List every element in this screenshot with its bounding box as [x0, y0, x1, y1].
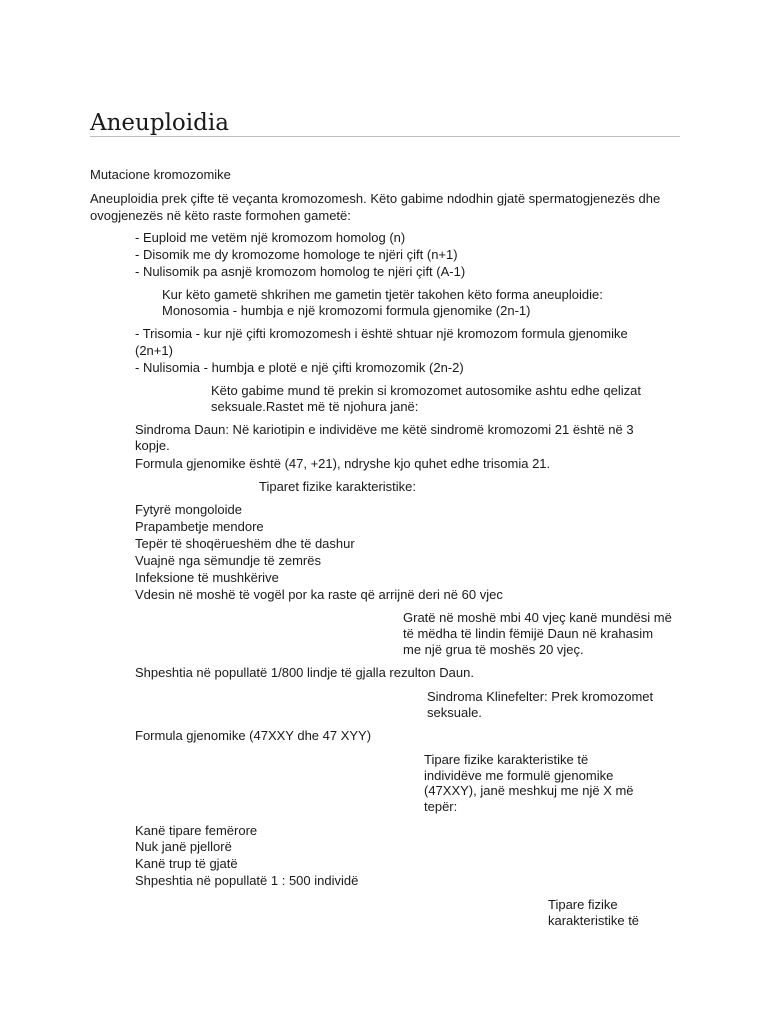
- paragraph-line: Formula gjenomike (47XXY dhe 47 XYY): [135, 728, 372, 743]
- subheading: Tiparet fizike karakteristike:: [259, 479, 417, 494]
- paragraph-line: Tipare fizike karakteristike të: [424, 752, 589, 767]
- list-item: Shpeshtia në popullatë 1 : 500 individë: [135, 873, 359, 888]
- paragraph-line: seksuale.Rastet më të njohura janë:: [211, 399, 419, 414]
- list-item: Nuk janë pjellorë: [135, 839, 232, 854]
- paragraph-line: Sindroma Daun: Në kariotipin e individëve me këtë sindromë kromozomi 21 është në 3: [135, 422, 634, 437]
- title-divider: [90, 136, 680, 137]
- paragraph-line: (47XXY), janë meshkuj me një X më: [424, 783, 634, 798]
- list-item: Kanë tipare femërore: [135, 823, 258, 838]
- paragraph-line: karakteristike të: [548, 913, 640, 928]
- paragraph-line: tepër:: [424, 799, 458, 814]
- paragraph-line: ovogjenezës në këto raste formohen gametë:: [90, 208, 351, 223]
- list-item: Infeksione të mushkërive: [135, 570, 279, 585]
- paragraph-line: seksuale.: [427, 705, 482, 720]
- list-item: Prapambetje mendore: [135, 519, 264, 534]
- list-item: Vdesin në moshë të vogël por ka raste që arrijnë deri në 60 vjec: [135, 587, 503, 602]
- paragraph-line: Aneuploidia prek çifte të veçanta kromozomesh. Këto gabime ndodhin gjatë spermatogjenezës dhe: [90, 191, 661, 206]
- paragraph-line: të mëdha të lindin fëmijë Daun në krahasim: [403, 626, 654, 641]
- list-item: - Nulisomia - humbja e plotë e një çifti kromozomik (2n-2): [135, 360, 464, 375]
- paragraph-line: Formula gjenomike është (47, +21), ndryshe kjo quhet edhe trisomia 21.: [135, 456, 551, 471]
- page-title: Aneuploidia: [90, 110, 229, 136]
- list-item: Vuajnë nga sëmundje të zemrës: [135, 553, 321, 568]
- paragraph-line: kopje.: [135, 438, 170, 453]
- list-item: - Nulisomik pa asnjë kromozom homolog te njëri çift (A-1): [135, 264, 466, 279]
- paragraph-line: Shpeshtia në popullatë 1/800 lindje të gjalla rezulton Daun.: [135, 665, 474, 680]
- list-item: - Trisomia - kur një çifti kromozomesh i është shtuar një kromozom formula gjenomike: [135, 326, 628, 341]
- paragraph-line: Kur këto gametë shkrihen me gametin tjetër takohen këto forma aneuploidie:: [162, 287, 603, 302]
- paragraph-line: individëve me formulë gjenomike: [424, 768, 614, 783]
- paragraph-line: Gratë në moshë mbi 40 vjeç kanë mundësi më: [403, 610, 672, 625]
- paragraph-line: me një grua të moshës 20 vjeç.: [403, 642, 584, 657]
- paragraph-line: Sindroma Klinefelter: Prek kromozomet: [427, 689, 654, 704]
- section-heading: Mutacione kromozomike: [90, 167, 231, 182]
- list-item: Fytyrë mongoloide: [135, 502, 242, 517]
- list-item: Tepër të shoqërueshëm dhe të dashur: [135, 536, 355, 551]
- paragraph-line: Monosomia - humbja e një kromozomi formula gjenomike (2n-1): [162, 303, 531, 318]
- list-item: Kanë trup të gjatë: [135, 856, 238, 871]
- list-item: (2n+1): [135, 343, 173, 358]
- list-item: - Disomik me dy kromozome homologe te njëri çift (n+1): [135, 247, 458, 262]
- paragraph-line: Tipare fizike: [548, 897, 618, 912]
- paragraph-line: Këto gabime mund të prekin si kromozomet autosomike ashtu edhe qelizat: [211, 383, 641, 398]
- list-item: - Euploid me vetëm një kromozom homolog (n): [135, 230, 406, 245]
